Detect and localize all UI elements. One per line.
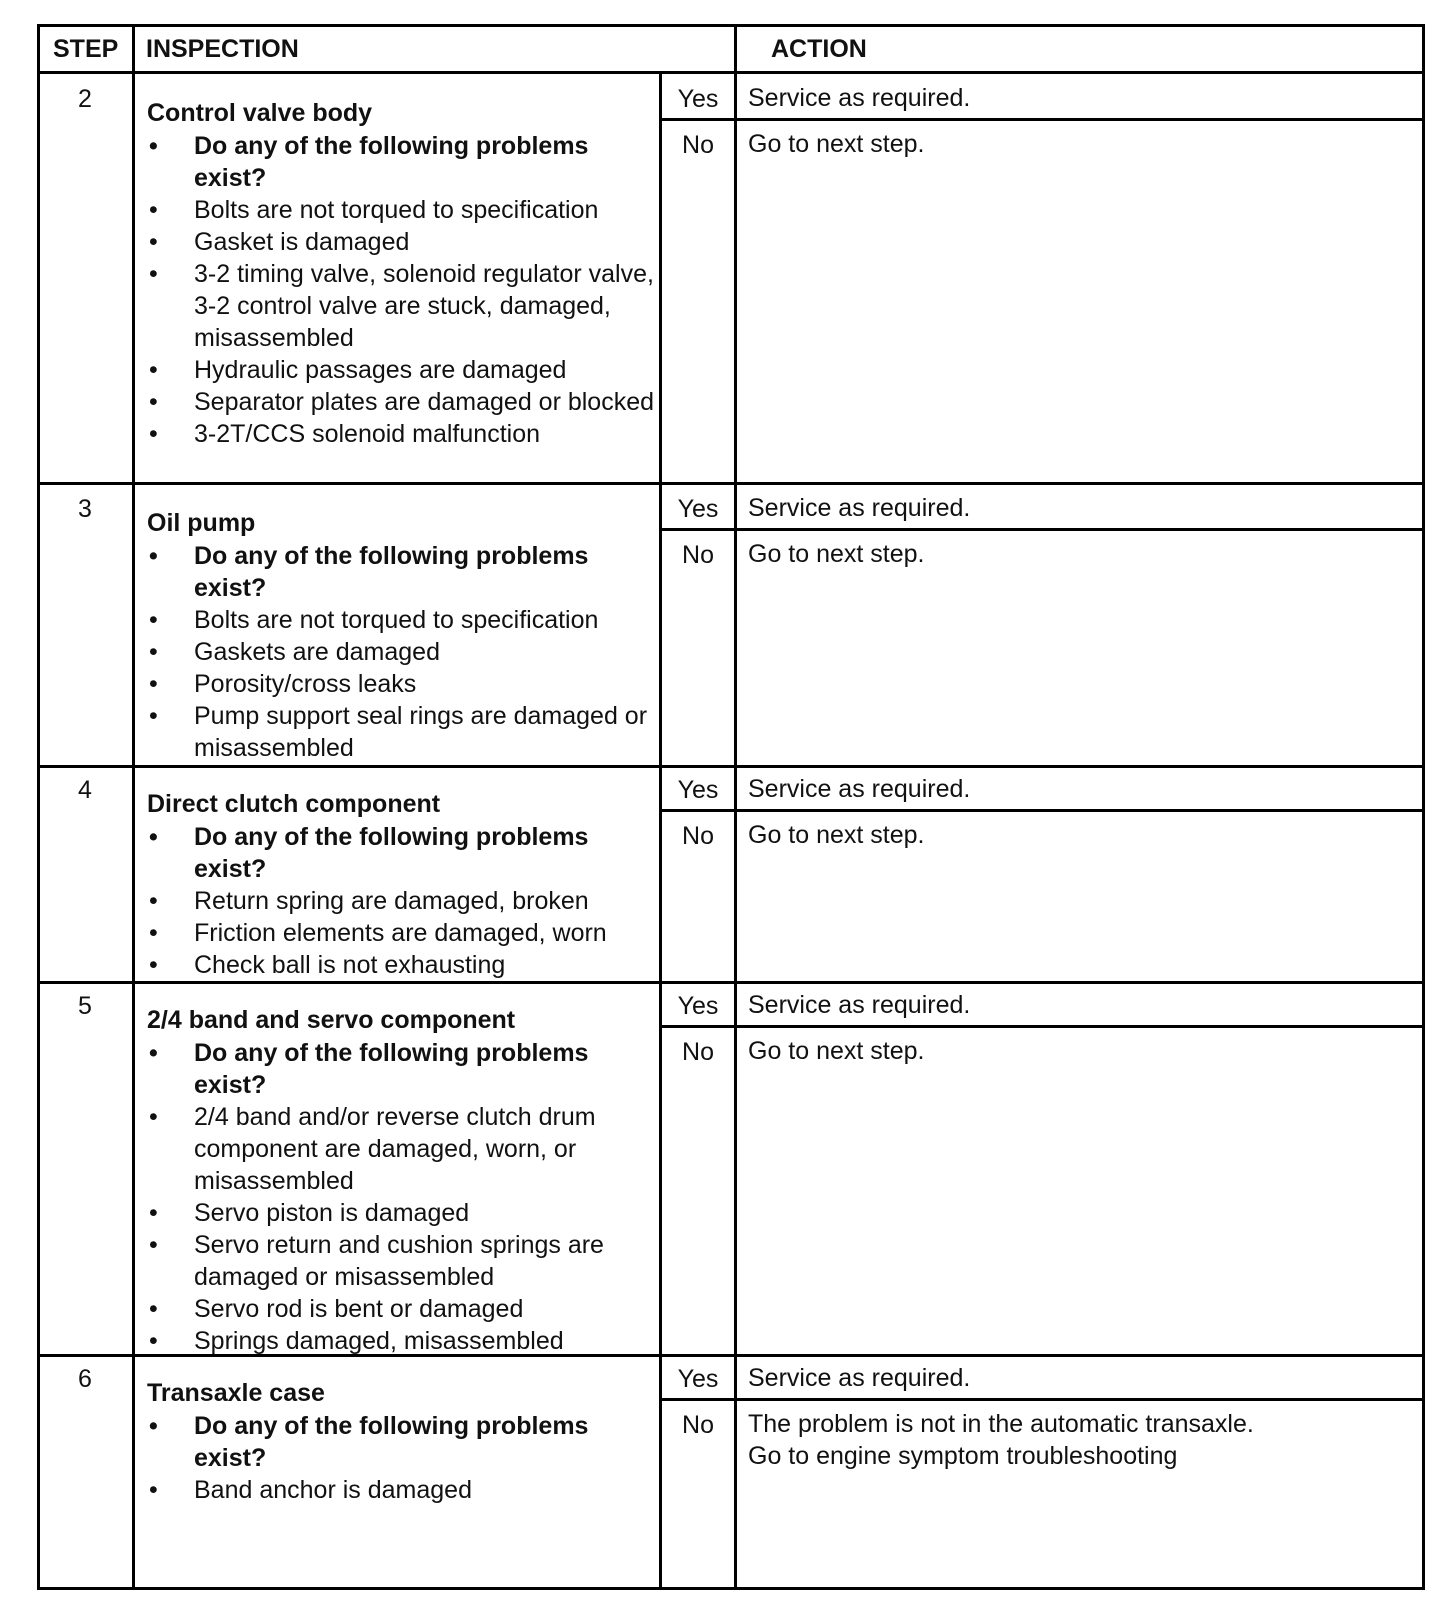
list-item: • Pump support seal rings are damaged or misassembled: [147, 700, 667, 764]
yes-action: Service as required.: [748, 775, 971, 803]
yes-no-divider: [659, 1398, 1422, 1401]
list-item: • Separator plates are damaged or blocked: [147, 386, 667, 418]
step-title: Direct clutch component: [147, 790, 441, 818]
yes-label: Yes: [677, 992, 719, 1020]
step-title: 2/4 band and servo component: [147, 1006, 516, 1034]
column-divider-step: [132, 27, 135, 1587]
header-action: ACTION: [771, 35, 867, 63]
row-divider: [40, 482, 1422, 485]
question: • Do any of the following problems exist?: [147, 130, 667, 194]
yes-label: Yes: [677, 85, 719, 113]
troubleshooting-table: [37, 24, 1425, 1590]
list-item: • 3-2 timing valve, solenoid regulator valve, 3-2 control valve are stuck, damaged, misassembled: [147, 258, 667, 354]
yes-label: Yes: [677, 1365, 719, 1393]
list-item: • Gaskets are damaged: [147, 636, 667, 668]
question: • Do any of the following problems exist?: [147, 540, 667, 604]
problem-list: [147, 540, 667, 764]
yes-label: Yes: [677, 776, 719, 804]
list-item: • Hydraulic passages are damaged: [147, 354, 667, 386]
problem-list: [147, 821, 667, 981]
list-item: • Return spring are damaged, broken: [147, 885, 667, 917]
step-number: 2: [78, 85, 92, 113]
yes-action: Service as required.: [748, 1364, 971, 1392]
list-item: • 3-2T/CCS solenoid malfunction: [147, 418, 667, 450]
list-item: • Servo rod is bent or damaged: [147, 1293, 667, 1325]
list-item: • Gasket is damaged: [147, 226, 667, 258]
problem-list: [147, 130, 667, 450]
question: • Do any of the following problems exist?: [147, 821, 667, 885]
list-item: • Springs damaged, misassembled: [147, 1325, 667, 1357]
step-title: Transaxle case: [147, 1379, 325, 1407]
yes-label: Yes: [677, 495, 719, 523]
list-item: • Bolts are not torqued to specification: [147, 194, 667, 226]
question: • Do any of the following problems exist?: [147, 1410, 667, 1474]
list-item: • Servo return and cushion springs are damaged or misassembled: [147, 1229, 667, 1293]
yes-action: Service as required.: [748, 84, 971, 112]
no-label: No: [682, 1038, 714, 1066]
no-label: No: [682, 822, 714, 850]
list-item: • 2/4 band and/or reverse clutch drum component are damaged, worn, or misassembled: [147, 1101, 667, 1197]
yes-no-divider: [659, 809, 1422, 812]
list-item: • Porosity/cross leaks: [147, 668, 667, 700]
yes-no-divider: [659, 118, 1422, 121]
yes-no-divider: [659, 528, 1422, 531]
no-label: No: [682, 541, 714, 569]
no-action: Go to next step.: [748, 540, 925, 568]
step-title: Control valve body: [147, 99, 373, 127]
no-action: Go to next step.: [748, 130, 925, 158]
header-inspection: INSPECTION: [146, 35, 299, 63]
yes-action: Service as required.: [748, 991, 971, 1019]
no-action: [748, 1408, 1408, 1472]
no-action-line: The problem is not in the automatic transaxle.: [748, 1410, 1254, 1438]
no-label: No: [682, 1411, 714, 1439]
row-divider: [40, 765, 1422, 768]
no-action: Go to next step.: [748, 821, 925, 849]
problem-list: [147, 1037, 667, 1357]
list-item: • Band anchor is damaged: [147, 1474, 667, 1506]
step-number: 4: [78, 776, 92, 804]
row-divider: [40, 981, 1422, 984]
no-label: No: [682, 131, 714, 159]
no-action-line: Go to engine symptom troubleshooting: [748, 1442, 1178, 1470]
yes-action: Service as required.: [748, 494, 971, 522]
no-action: [748, 1035, 1408, 1067]
no-action-line: Go to next step.: [748, 1037, 925, 1065]
problem-list: [147, 1410, 667, 1506]
list-item: • Bolts are not torqued to specification: [147, 604, 667, 636]
step-title: Oil pump: [147, 509, 256, 537]
step-number: 6: [78, 1365, 92, 1393]
header-divider: [40, 71, 1422, 74]
yes-no-divider: [659, 1025, 1422, 1028]
step-number: 5: [78, 992, 92, 1020]
list-item: • Servo piston is damaged: [147, 1197, 667, 1229]
header-step: STEP: [53, 35, 119, 63]
column-divider-action: [734, 27, 737, 1587]
step-number: 3: [78, 495, 92, 523]
question: • Do any of the following problems exist?: [147, 1037, 667, 1101]
list-item: • Friction elements are damaged, worn: [147, 917, 667, 949]
list-item: • Check ball is not exhausting: [147, 949, 667, 981]
